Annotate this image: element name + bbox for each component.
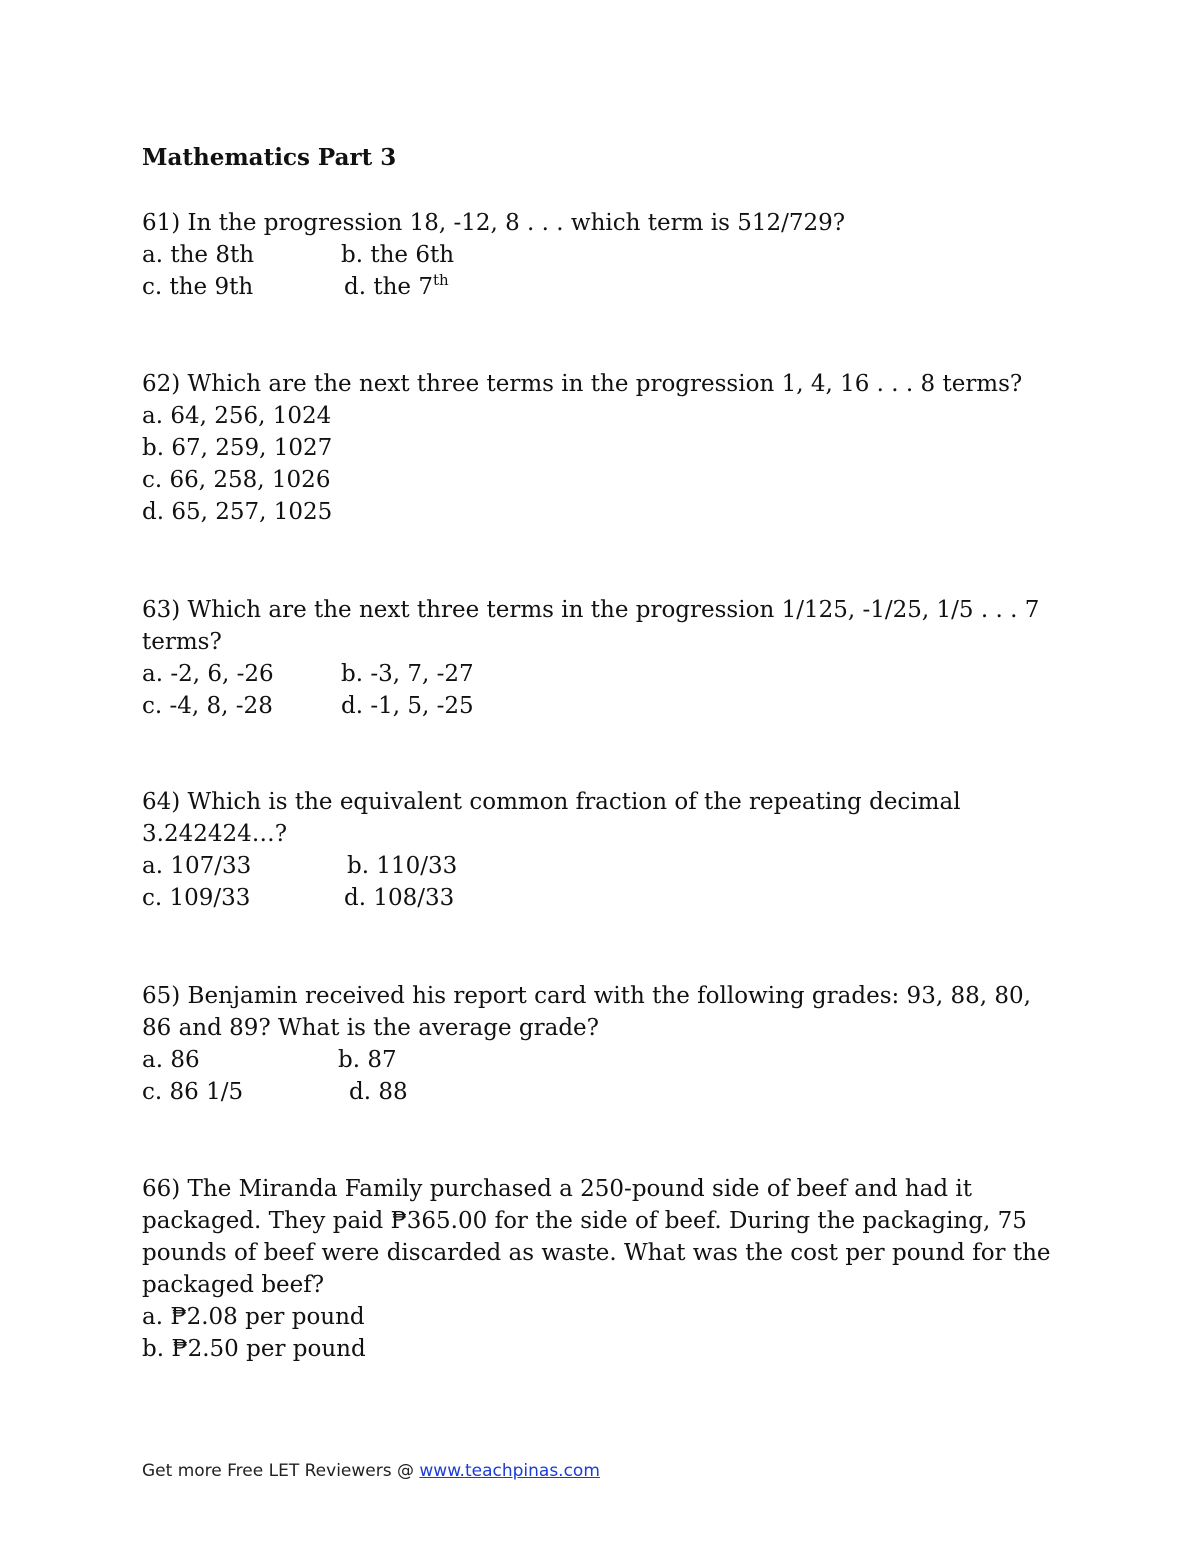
option-d: d. 88 [349,1079,408,1105]
question-text: 61) In the progression 18, -12, 8 . . . which term is 512/729? [142,210,846,236]
option-c: c. the 9th [142,274,254,300]
option-d: d. the 7th [344,271,449,300]
option-a: a. 86 [142,1047,200,1073]
option-c: c. -4, 8, -28 [142,693,273,719]
page-title: Mathematics Part 3 [142,144,397,171]
question-62 [142,368,1062,528]
option-b: b. -3, 7, -27 [341,661,474,687]
question-text: 66) The Miranda Family purchased a 250-pound side of beef and had it [142,1176,973,1202]
option-row [142,658,1062,690]
question-text: 62) Which are the next three terms in the progression 1, 4, 16 . . . 8 terms? [142,371,1023,397]
option-a: a. ₱2.08 per pound [142,1304,365,1330]
question-text-cont: 86 and 89? What is the average grade? [142,1015,599,1041]
option-a: a. 64, 256, 1024 [142,403,332,429]
footer-text: Get more Free LET Reviewers @ [142,1461,420,1481]
option-a: a. the 8th [142,242,255,268]
option-row [142,690,1062,722]
question-65 [142,980,1062,1108]
question-text: 63) Which are the next three terms in the progression 1/125, -1/25, 1/5 . . . 7 [142,597,1040,623]
footer-link[interactable]: www.teachpinas.com [419,1461,600,1481]
option-c: c. 86 1/5 [142,1079,244,1105]
option-c: c. 66, 258, 1026 [142,467,331,493]
option-row [142,850,1062,882]
option-d: d. 65, 257, 1025 [142,499,333,525]
question-text-cont: pounds of beef were discarded as waste. What was the cost per pound for the [142,1240,1051,1266]
superscript: th [432,271,449,289]
question-63 [142,594,1062,722]
question-66 [142,1173,1062,1365]
option-a: a. -2, 6, -26 [142,661,274,687]
option-b: b. the 6th [341,242,455,268]
question-text-cont: 3.242424…? [142,821,288,847]
question-64 [142,786,1062,914]
option-row [142,239,1062,271]
option-c: c. 109/33 [142,885,251,911]
option-row [142,882,1062,914]
question-text: 64) Which is the equivalent common fraction of the repeating decimal [142,789,961,815]
option-d: d. 108/33 [344,885,455,911]
option-row [142,271,1062,303]
option-b: b. 67, 259, 1027 [142,435,333,461]
question-text-cont: terms? [142,629,222,655]
question-text-cont: packaged. They paid ₱365.00 for the side of beef. During the packaging, 75 [142,1208,1027,1234]
question-text: 65) Benjamin received his report card with the following grades: 93, 88, 80, [142,983,1031,1009]
option-row [142,1076,1062,1108]
option-a: a. 107/33 [142,853,252,879]
page-footer [142,1459,600,1483]
question-text-cont: packaged beef? [142,1272,325,1298]
option-b: b. 87 [338,1047,397,1073]
question-61 [142,207,1062,303]
option-b: b. ₱2.50 per pound [142,1336,366,1362]
option-d: d. -1, 5, -25 [341,693,474,719]
option-row [142,1044,1062,1076]
option-b: b. 110/33 [347,853,458,879]
